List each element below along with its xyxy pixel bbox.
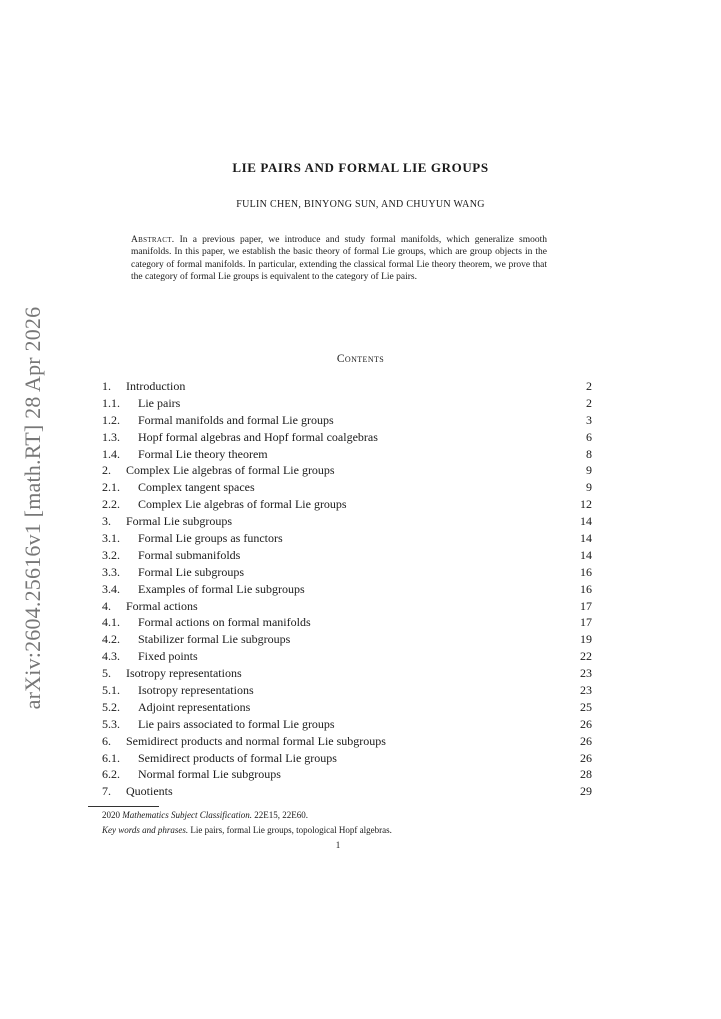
toc-entry-title: Lie pairs [138,395,181,410]
toc-entry-page: 9 [586,480,592,495]
toc-entry-number: 3.4. [102,581,120,596]
contents-heading: Contents [336,353,385,365]
toc-entry[interactable] [102,665,592,682]
toc-entry[interactable] [102,446,592,463]
paper-title: LIE PAIRS AND FORMAL LIE GROUPS [232,160,489,175]
toc-entry-title: Semidirect products of formal Lie groups [138,750,337,765]
abstract-label: Abstract. [131,235,175,245]
toc-entry-page: 12 [580,497,592,512]
toc-entry-page: 26 [580,733,592,748]
toc-entry-number: 4.3. [102,649,120,664]
toc-entry-number: 5.3. [102,716,120,731]
toc-entry[interactable] [102,631,592,648]
toc-entry[interactable] [102,581,592,598]
toc-entry[interactable] [102,598,592,615]
toc-entry-number: 3.1. [102,531,120,546]
toc-entry-number: 2.2. [102,497,120,512]
footnote-msc [102,810,308,820]
toc-entry-page: 2 [586,379,592,393]
toc-entry-title: Complex Lie algebras of formal Lie groups [138,497,347,512]
toc-entry-number: 3. [102,514,111,529]
toc-entry-title: Formal actions [126,598,198,613]
toc-entry-page: 8 [586,446,592,461]
toc-entry-title: Hopf formal algebras and Hopf formal coalgebras [138,429,378,444]
toc-entry-title: Complex Lie algebras of formal Lie groups [126,463,335,478]
toc-entry[interactable] [102,513,592,530]
toc-entry-number: 1.3. [102,429,120,444]
toc-entry-page: 6 [586,429,592,444]
toc-entry-number: 1. [102,379,111,393]
footnote-rule [88,806,159,807]
msc-year: 2020 [102,810,120,820]
toc-entry-page: 19 [580,632,592,647]
toc-entry[interactable] [102,429,592,446]
toc-entry-title: Normal formal Lie subgroups [138,767,281,782]
arxiv-identifier-text: arXiv:2604.25616v1 [math.RT] 28 Apr 2026 [20,306,45,710]
toc-entry-page: 3 [586,412,592,427]
toc-entry[interactable] [102,564,592,581]
toc-entry-title: Complex tangent spaces [138,480,255,495]
toc-entry-title: Quotients [126,784,173,799]
keywords-text: Lie pairs, formal Lie groups, topological Hopf algebras. [190,825,392,835]
toc-entry-page: 2 [586,395,592,410]
toc-entry-title: Examples of formal Lie subgroups [138,581,305,596]
toc-entry-title: Formal Lie groups as functors [138,531,283,546]
toc-entry-title: Adjoint representations [138,699,251,714]
toc-entry[interactable] [102,547,592,564]
toc-entry[interactable] [102,766,592,783]
msc-label: Mathematics Subject Classification. [122,810,252,820]
toc-entry-page: 16 [580,564,592,579]
arxiv-identifier [18,283,48,733]
toc-entry[interactable] [102,395,592,412]
toc-entry[interactable] [102,378,592,395]
toc-entry[interactable] [102,412,592,429]
toc-entry[interactable] [102,699,592,716]
toc-entry[interactable] [102,462,592,479]
toc-entry-page: 14 [580,547,592,562]
paper-authors: FULIN CHEN, BINYONG SUN, AND CHUYUN WANG [236,199,485,210]
toc-entry-title: Isotropy representations [138,683,254,698]
toc-entry-number: 1.4. [102,446,120,461]
toc-entry-title: Formal actions on formal manifolds [138,615,311,630]
toc-entry[interactable] [102,783,592,800]
toc-entry-page: 26 [580,750,592,765]
toc-entry-title: Formal Lie theory theorem [138,446,268,461]
footnote-keywords [102,825,392,835]
table-of-contents [102,378,592,800]
toc-entry-number: 6.2. [102,767,120,782]
toc-entry-number: 5. [102,666,111,681]
toc-entry-number: 6. [102,733,111,748]
toc-entry-number: 1.2. [102,412,120,427]
toc-entry[interactable] [102,733,592,750]
toc-entry-page: 17 [580,615,592,630]
toc-entry-number: 4.1. [102,615,120,630]
toc-entry[interactable] [102,496,592,513]
keywords-label: Key words and phrases. [102,825,189,835]
toc-entry-page: 14 [580,531,592,546]
toc-entry-title: Stabilizer formal Lie subgroups [138,632,291,647]
toc-entry-number: 3.2. [102,547,120,562]
page-number: 1 [335,840,341,850]
toc-entry-title: Formal submanifolds [138,547,241,562]
toc-entry[interactable] [102,716,592,733]
toc-entry-page: 22 [580,649,592,664]
toc-entry-title: Formal Lie subgroups [138,564,244,579]
toc-entry-title: Formal manifolds and formal Lie groups [138,412,334,427]
toc-entry-page: 29 [580,784,592,799]
msc-codes: 22E15, 22E60. [254,810,308,820]
toc-entry-title: Semidirect products and normal formal Lie subgroups [126,733,386,748]
toc-entry-number: 6.1. [102,750,120,765]
toc-entry-page: 28 [580,767,592,782]
toc-entry-number: 4.2. [102,632,120,647]
toc-entry-page: 23 [580,683,592,698]
toc-entry[interactable] [102,614,592,631]
toc-entry-number: 2.1. [102,480,120,495]
toc-entry[interactable] [102,530,592,547]
toc-entry[interactable] [102,682,592,699]
abstract [131,234,547,283]
toc-entry[interactable] [102,648,592,665]
toc-entry-page: 16 [580,581,592,596]
toc-entry-page: 9 [586,463,592,478]
toc-entry-number: 7. [102,784,111,799]
toc-entry-page: 17 [580,598,592,613]
toc-entry-number: 3.3. [102,564,120,579]
toc-entry-number: 5.2. [102,699,120,714]
toc-entry-page: 14 [580,514,592,529]
abstract-text: In a previous paper, we introduce and study formal manifolds, which generalize smooth manifolds. In this paper, we establish the basic theory of formal Lie groups, which are group objects in the category of formal manifolds. In particular, extending the classical formal Lie theory theorem, we prove that the category of formal Lie groups is equivalent to the category of Lie pairs. [131,235,547,282]
toc-entry-number: 5.1. [102,683,120,698]
toc-entry-page: 23 [580,666,592,681]
toc-entry[interactable] [102,750,592,767]
toc-entry-number: 1.1. [102,395,120,410]
toc-entry-title: Isotropy representations [126,666,242,681]
toc-entry-title: Lie pairs associated to formal Lie groups [138,716,335,731]
toc-entry-title: Introduction [126,379,186,393]
toc-entry-number: 2. [102,463,111,478]
toc-entry-title: Fixed points [138,649,198,664]
toc-entry[interactable] [102,479,592,496]
toc-entry-number: 4. [102,598,111,613]
toc-entry-title: Formal Lie subgroups [126,514,232,529]
toc-entry-page: 25 [580,699,592,714]
toc-entry-page: 26 [580,716,592,731]
